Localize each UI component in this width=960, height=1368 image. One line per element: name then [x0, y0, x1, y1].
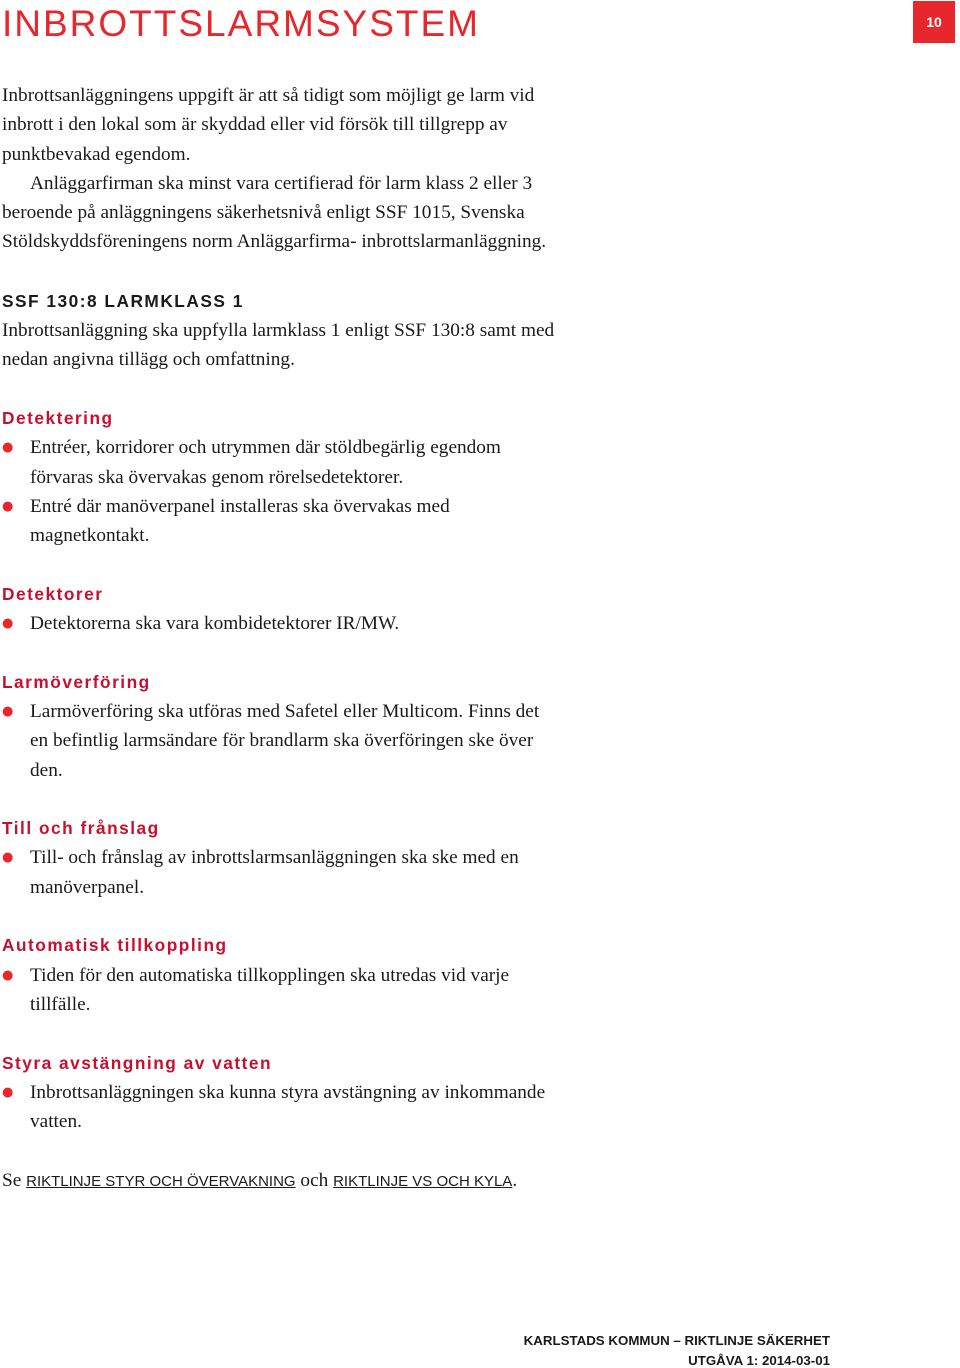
bullet-icon: ●	[2, 703, 14, 719]
intro	[2, 81, 562, 257]
list-item	[2, 697, 562, 785]
bullet-list	[2, 433, 562, 550]
bullet-icon: ●	[2, 967, 14, 983]
bullet-icon: ●	[2, 440, 14, 456]
section-styra-avstangning	[2, 1049, 562, 1137]
bullet-icon: ●	[2, 850, 14, 866]
section-ssf	[2, 287, 562, 375]
ssf-text: Inbrottsanläggning ska uppfylla larmklass 1 enligt SSF 130:8 samt med nedan angivna tillägg och omfattning.	[2, 320, 555, 371]
list-item-text: Inbrottsanläggningen ska kunna styra avstängning av inkommande vatten.	[30, 1081, 546, 1133]
list-item-text: Tiden för den automatiska tillkopplingen ska utredas vid varje tillfälle.	[30, 964, 510, 1015]
section-heading-ssf: SSF 130:8 LARMKLASS 1	[2, 290, 244, 311]
section-detektering	[2, 404, 562, 550]
section-heading-detektorer: Detektorer	[2, 583, 104, 604]
list-item-text: Till- och frånslag av inbrottslarmsanläggningen ska ske med en manöverpanel.	[30, 847, 519, 898]
list-item	[2, 492, 562, 551]
section-larmoverforing	[2, 668, 562, 785]
footer-organization: KARLSTADS KOMMUN – RIKTLINJE SÄKERHET	[523, 1333, 830, 1348]
bullet-icon: ●	[2, 1084, 14, 1100]
reference-middle: och	[295, 1169, 334, 1191]
list-item-text: Entréer, korridorer och utrymmen där stöldbegärlig egendom förvaras ska övervakas genom rörelsedetektorer.	[30, 437, 501, 488]
list-item	[2, 961, 562, 1020]
section-heading-larmoverforing: Larmöverföring	[2, 671, 151, 692]
bullet-icon: ●	[2, 616, 14, 632]
list-item	[2, 843, 562, 902]
bullet-list	[2, 843, 562, 902]
list-item	[2, 609, 562, 638]
bullet-list	[2, 961, 562, 1020]
list-item	[2, 1078, 562, 1137]
reference-paragraph	[2, 1166, 562, 1196]
bullet-list	[2, 609, 562, 638]
page-number-badge: 10	[913, 1, 955, 43]
bullet-icon: ●	[2, 498, 14, 514]
list-item-text: Larmöverföring ska utföras med Safetel eller Multicom. Finns det en befintlig larmsändare för brandlarm ska överföringen ske över den.	[30, 700, 540, 781]
section-heading-detektering: Detektering	[2, 407, 114, 428]
reference-prefix: Se	[2, 1169, 27, 1191]
link-riktlinje-styr-och-overvakning[interactable]: RIKTLINJE STYR OCH ÖVERVAKNING	[26, 1172, 296, 1190]
reference-suffix: .	[512, 1169, 518, 1191]
section-heading-styra-avstangning: Styra avstängning av vatten	[2, 1052, 273, 1073]
section-detektorer	[2, 580, 562, 639]
section-heading-automatisk-tillkoppling: Automatisk tillkoppling	[2, 935, 228, 956]
list-item-text: Entré där manöverpanel installeras ska övervakas med magnetkontakt.	[30, 495, 450, 547]
footer-edition: UTGÅVA 1: 2014-03-01	[688, 1353, 830, 1368]
bullet-list	[2, 1078, 562, 1137]
intro-paragraph: Inbrottsanläggningens uppgift är att så tidigt som möjligt ge larm vid inbrott i den lokal som är skyddad eller vid försök till tillgrepp av punktbevakad egendom.	[2, 85, 535, 165]
list-item	[2, 433, 562, 492]
intro-paragraph-certification: Anläggarfirman ska minst vara certifierad för larm klass 2 eller 3 beroende på anläggningens säkerhetsnivå enligt SSF 1015, Svenska Stöldskyddsföreningens norm Anläggarfirma- inbrottslarmanläggning.	[2, 172, 547, 253]
link-riktlinje-vs-och-kyla[interactable]: RIKTLINJE VS OCH KYLA	[333, 1172, 513, 1190]
list-item-text: Detektorerna ska vara kombidetektorer IR/MW.	[30, 613, 400, 635]
section-heading-till-och-franslag: Till och frånslag	[2, 818, 160, 839]
section-automatisk-tillkoppling	[2, 931, 562, 1019]
section-till-och-franslag	[2, 814, 562, 902]
page-title: INBROTTSLARMSYSTEM	[2, 3, 480, 44]
document-body	[2, 81, 562, 1196]
bullet-list	[2, 697, 562, 785]
